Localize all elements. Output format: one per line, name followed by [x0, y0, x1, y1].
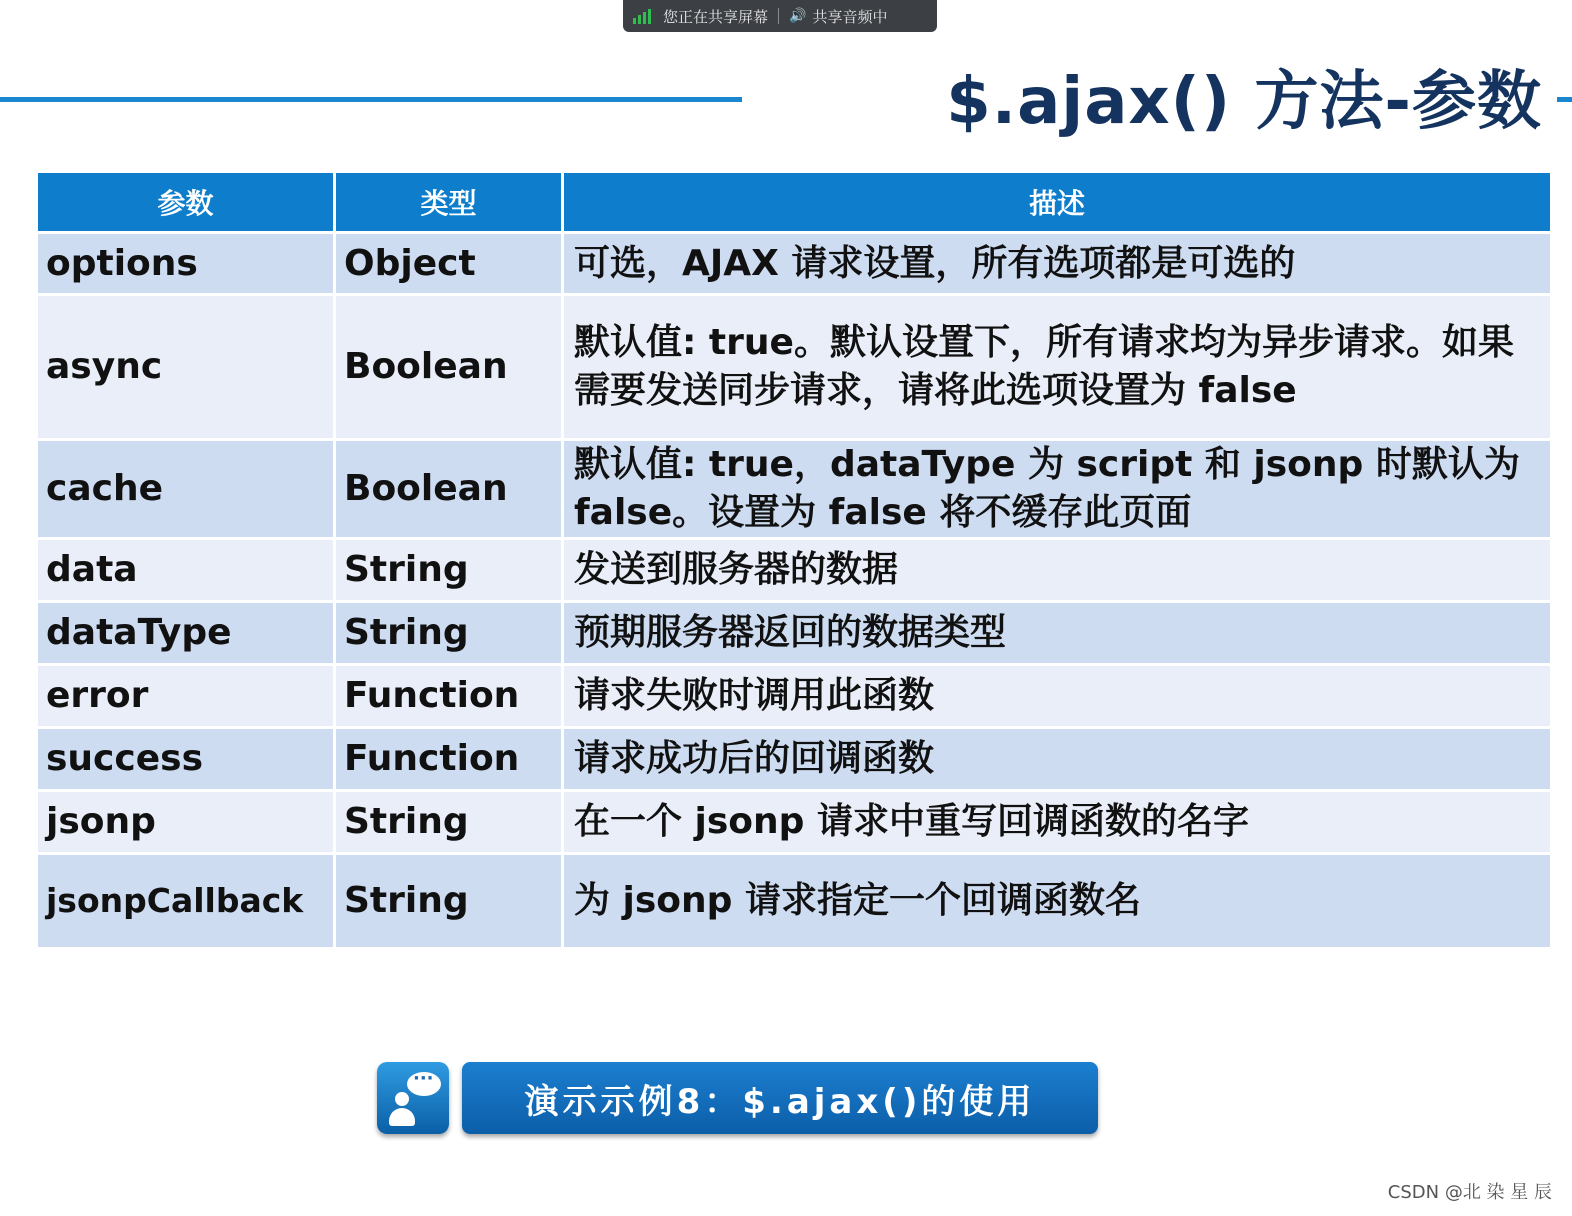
- param-cell: jsonpCallback: [38, 855, 336, 950]
- type-cell: String: [336, 855, 564, 950]
- person-icon-body: [389, 1108, 415, 1126]
- param-cell: cache: [38, 441, 336, 540]
- description-cell: 默认值: true。默认设置下，所有请求均为异步请求。如果需要发送同步请求，请将此选项设置为 false: [564, 296, 1550, 441]
- table-row: [38, 792, 1550, 855]
- param-cell: error: [38, 666, 336, 729]
- header-description: 描述: [564, 173, 1550, 234]
- type-cell: Boolean: [336, 296, 564, 441]
- table-row: [38, 234, 1550, 296]
- table-header-row: [38, 173, 1550, 234]
- param-cell: success: [38, 729, 336, 792]
- description-cell: 请求失败时调用此函数: [564, 666, 1550, 729]
- description-cell: 默认值: true，dataType 为 script 和 jsonp 时默认为 false。设置为 false 将不缓存此页面: [564, 441, 1550, 540]
- signal-strength-icon: [633, 8, 651, 24]
- demo-example-banner: 演示示例8：$.ajax()的使用: [462, 1062, 1098, 1134]
- person-icon-head: [395, 1092, 409, 1106]
- param-cell: options: [38, 234, 336, 296]
- parameters-table: [38, 173, 1550, 950]
- table-row: [38, 729, 1550, 792]
- type-cell: String: [336, 792, 564, 855]
- header-rule-left: [0, 97, 742, 102]
- table-row: [38, 603, 1550, 666]
- table-row: [38, 296, 1550, 441]
- description-cell: 可选，AJAX 请求设置，所有选项都是可选的: [564, 234, 1550, 296]
- screen-sharing-text: 您正在共享屏幕: [663, 7, 769, 26]
- header-param: 参数: [38, 173, 336, 234]
- screen-share-status-bar[interactable]: [623, 0, 937, 32]
- share-bar-divider: [778, 8, 779, 24]
- type-cell: Function: [336, 666, 564, 729]
- description-cell: 为 jsonp 请求指定一个回调函数名: [564, 855, 1550, 950]
- table-row: [38, 855, 1550, 950]
- slide-title: $.ajax() 方法-参数: [946, 65, 1542, 139]
- speech-bubble-icon: [407, 1072, 441, 1096]
- speaker-icon[interactable]: 🔊: [789, 8, 807, 24]
- param-cell: dataType: [38, 603, 336, 666]
- csdn-watermark: CSDN @北 染 星 辰: [1387, 1182, 1552, 1203]
- type-cell: Boolean: [336, 441, 564, 540]
- description-cell: 预期服务器返回的数据类型: [564, 603, 1550, 666]
- table-row: [38, 441, 1550, 540]
- table-row: [38, 540, 1550, 603]
- param-cell: jsonp: [38, 792, 336, 855]
- description-cell: 在一个 jsonp 请求中重写回调函数的名字: [564, 792, 1550, 855]
- description-cell: 请求成功后的回调函数: [564, 729, 1550, 792]
- description-cell: 发送到服务器的数据: [564, 540, 1550, 603]
- type-cell: Function: [336, 729, 564, 792]
- table-row: [38, 666, 1550, 729]
- header-type: 类型: [336, 173, 564, 234]
- audio-sharing-text: 共享音频中: [812, 7, 888, 26]
- type-cell: String: [336, 540, 564, 603]
- header-rule-right: [1557, 97, 1572, 102]
- param-cell: data: [38, 540, 336, 603]
- demo-chat-icon: [377, 1062, 449, 1134]
- type-cell: Object: [336, 234, 564, 296]
- type-cell: String: [336, 603, 564, 666]
- param-cell: async: [38, 296, 336, 441]
